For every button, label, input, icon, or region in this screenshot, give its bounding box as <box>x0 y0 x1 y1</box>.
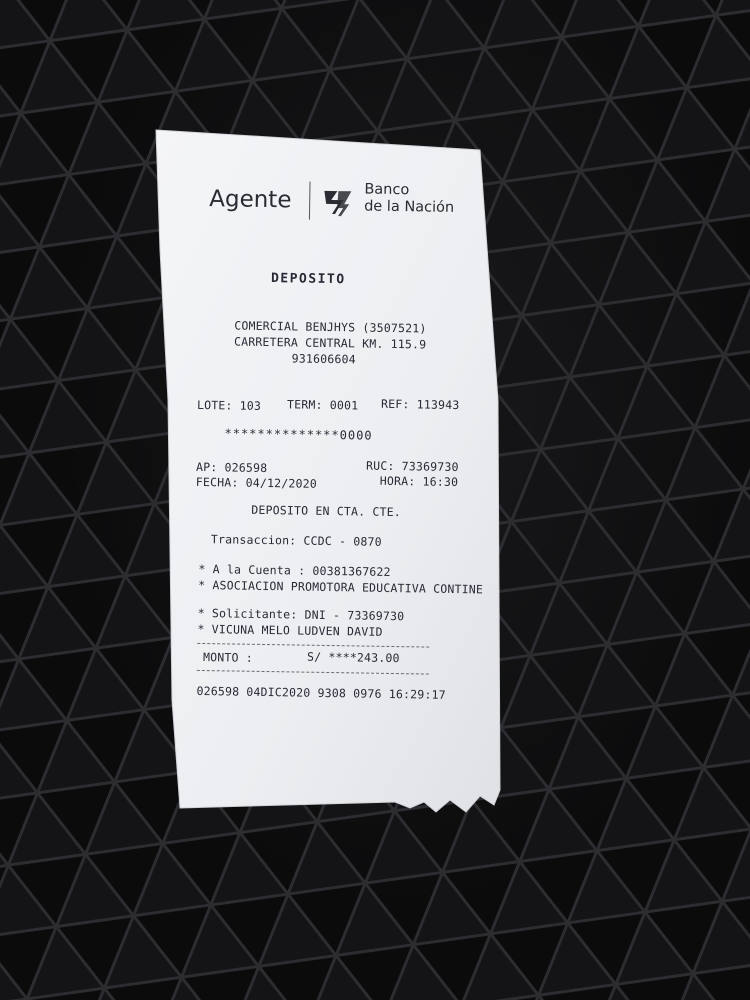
transaction-code: Transaccion: CCDC - 0870 <box>210 532 382 549</box>
operation-type: DEPOSITO EN CTA. CTE. <box>251 502 402 520</box>
monto-label: MONTO : <box>202 650 254 665</box>
divider-top <box>197 643 429 648</box>
receipt-title: DEPOSITO <box>270 271 346 288</box>
agente-bn-logo <box>204 176 485 230</box>
receipt-content <box>165 128 496 813</box>
account-number: * A la Cuenta : 00381367622 <box>198 561 391 579</box>
term-value: TERM: 0001 <box>286 397 359 413</box>
account-name: * ASOCIACION PROMOTORA EDUCATIVA CONTINE <box>198 577 484 597</box>
logo-bank-name <box>364 182 455 217</box>
ruc-value: RUC: 73369730 <box>365 458 459 475</box>
merchant-name: COMERCIAL BENJHYS (3507521) <box>234 318 427 336</box>
applicant-dni: * Solicitante: DNI - 73369730 <box>197 605 405 624</box>
hora-value: HORA: 16:30 <box>379 473 459 490</box>
logo-divider <box>309 182 311 220</box>
logo-agente-text: Agente <box>209 186 292 214</box>
merchant-phone: 931606604 <box>291 351 356 367</box>
receipt-footer: 026598 04DIC2020 9308 0976 16:29:17 <box>196 683 446 702</box>
logo-bank-line1: Banco <box>364 181 410 199</box>
fecha-value: FECHA: 04/12/2020 <box>195 474 318 491</box>
merchant-address: CARRETERA CENTRAL KM. 115.9 <box>233 334 427 352</box>
logo-bank-line2: de la Nación <box>364 198 455 216</box>
divider-bottom <box>197 670 429 675</box>
lote-value: LOTE: 103 <box>196 397 262 413</box>
monto-value: S/ ****243.00 <box>306 649 400 666</box>
applicant-name: * VICUNA MELO LUDVEN DAVID <box>197 621 383 639</box>
ref-value: REF: 113943 <box>380 396 460 413</box>
ap-value: AP: 026598 <box>195 459 268 476</box>
banco-nacion-mark-icon <box>321 182 358 221</box>
card-mask: **************0000 <box>224 426 373 443</box>
